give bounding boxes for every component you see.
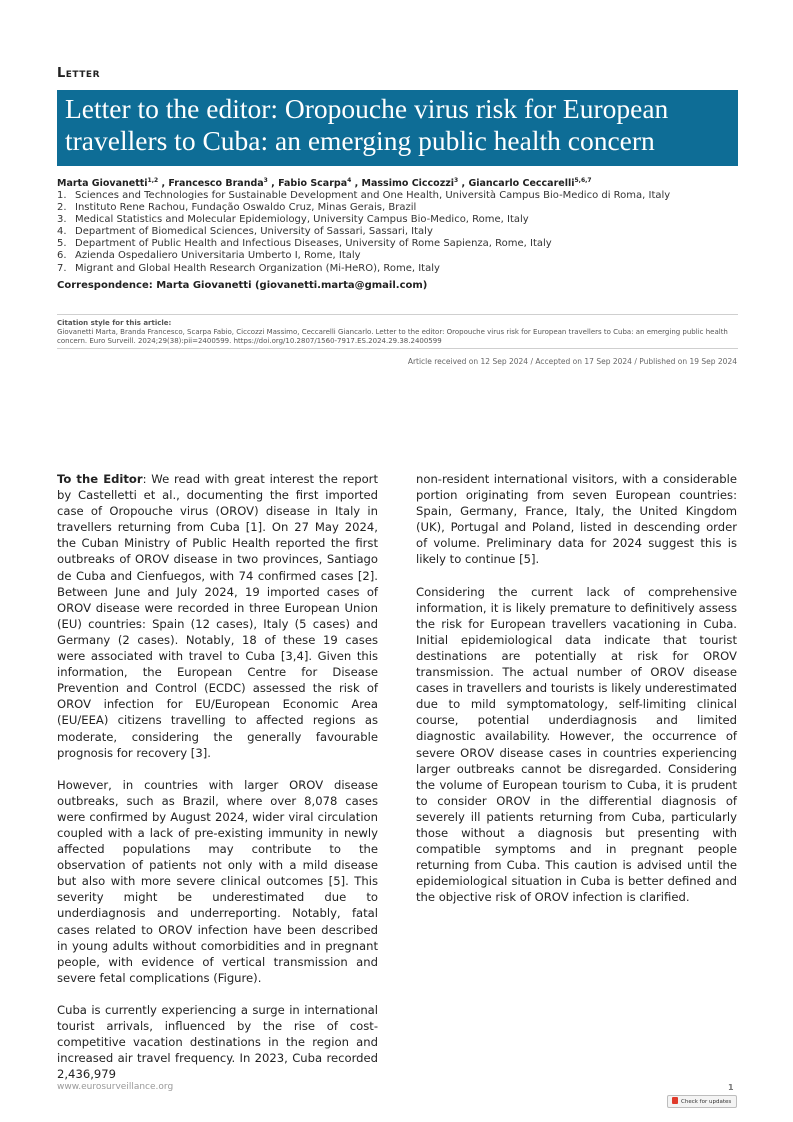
paragraph-text: Considering the current lack of comprehensive information, it is likely premature to definitively assess the risk for European travellers vacationing in Cuba. Initial epidemiological data indicate that tourist destinations are potentially at risk for OROV transmission. The actual number of OROV disease cases in travellers and tourists is likely underestimated due to mild symptomatology, self-limiting clinical course, potential underdiagnosis and limited diagnostic availability. However, the occurrence of severe OROV disease cases in countries experiencing larger outbreaks cannot be disregarded. Considering the volume of European tourism to Cuba, it is prudent to consider OROV in the differential diagnosis of severely ill patients returning from Cuba, particularly those without a diagnosis but presenting with compatible symptoms and in pregnant people returning from Cuba. This caution is advised until the epidemiological situation in Cuba is better defined and the objective risk of OROV infection is clarified. (416, 584, 737, 905)
citation-heading: Citation style for this article: (57, 319, 172, 327)
body-column-right (416, 471, 737, 921)
author-name: Massimo Ciccozzi (361, 178, 455, 190)
author-affiliation-mark: 1,2 (147, 177, 159, 184)
affiliation-number: 2. (57, 202, 67, 214)
affiliation-item (57, 202, 747, 214)
body-paragraph (57, 777, 378, 986)
body-paragraph (416, 471, 737, 568)
author-affiliation-mark: 5,6,7 (574, 177, 592, 184)
affiliation-number: 7. (57, 262, 67, 274)
affiliation-number: 3. (57, 214, 67, 226)
affiliation-item (57, 214, 747, 226)
author-list (57, 177, 747, 189)
affiliation-text: Medical Statistics and Molecular Epidemiology, University Campus Bio-Medico, Rome, Italy (75, 214, 529, 226)
body-paragraph (416, 584, 737, 906)
affiliation-text: Migrant and Global Health Research Organization (Mi-HeRO), Rome, Italy (75, 262, 440, 274)
affiliation-text: Instituto Rene Rachou, Fundação Oswaldo Cruz, Minas Gerais, Brazil (75, 202, 417, 214)
check-for-updates-label: Check for updates (681, 1099, 732, 1105)
affiliation-item (57, 190, 747, 202)
author-name: Marta Giovanetti (57, 178, 148, 190)
author-affiliation-mark: 3 (454, 177, 459, 184)
page-number: 1 (728, 1083, 734, 1092)
affiliation-number: 6. (57, 250, 67, 262)
correspondence: Correspondence: Marta Giovanetti (giovanetti.marta@gmail.com) (57, 280, 428, 291)
author-separator: , (458, 178, 469, 190)
affiliation-number: 5. (57, 238, 67, 250)
author-separator: , (267, 178, 279, 190)
affiliation-text: Department of Biomedical Sciences, University of Sassari, Sassari, Italy (75, 226, 433, 238)
author-affiliation-mark: 3 (263, 177, 268, 184)
body-paragraph (57, 1002, 378, 1082)
paragraph-text: : We read with great interest the report by Castelletti et al., documenting the first imported case of Oropouche virus (OROV) disease in Italy in travellers returning from Cuba [1]. On 27 May 2024, the Cuban Ministry of Public Health reported the first outbreaks of OROV disease in two provinces, Santiago de Cuba and Cienfuegos, with 74 confirmed cases [2]. Between June and July 2024, 19 imported cases of OROV disease were recorded in three European Union (EU) countries: Spain (12 cases), Italy (5 cases) and Germany (2 cases). Notably, 18 of these 19 cases were associated with travel to Cuba [3,4]. Given this information, the European Centre for Disease Prevention and Control (ECDC) assessed the risk of OROV infection for EU/European Economic Area (EU/EEA) citizens travelling to affected regions as moderate, considering the generally favourable prognosis for recovery [3]. (57, 472, 378, 760)
paragraph-text: However, in countries with larger OROV disease outbreaks, such as Brazil, where over 8,078 cases were confirmed by August 2024, wider viral circulation coupled with a lack of pre-existing immunity in newly affected populations may contribute to the observation of patients not only with a mild disease but also with more severe clinical outcomes [5]. This severity might be underestimated due to underdiagnosis and underreporting. Notably, fatal cases related to OROV infection have been described in young adults without comorbidities and in pregnant people, with evidence of vertical transmission and severe fetal complications (Figure). (57, 777, 378, 985)
affiliation-item (57, 263, 747, 275)
check-for-updates-button[interactable] (667, 1095, 737, 1108)
affiliation-number: 4. (57, 226, 67, 238)
affiliation-text: Department of Public Health and Infectious Diseases, University of Rome Sapienza, Rome, Italy (75, 238, 552, 250)
paragraph-lead: To the Editor (57, 472, 143, 486)
divider (57, 314, 738, 315)
bookmark-icon (672, 1097, 678, 1104)
affiliation-item (57, 250, 747, 262)
body-paragraph (57, 471, 378, 761)
affiliation-number: 1. (57, 190, 67, 201)
author-name: Francesco Branda (168, 178, 264, 190)
section-label: Letter (57, 66, 100, 81)
author-name: Fabio Scarpa (278, 178, 348, 190)
paragraph-text: non-resident international visitors, with a considerable portion originating from seven European countries: Spain, Germany, France, Italy, the United Kingdom (UK), Portugal and Poland, listed in descending order of volume. Preliminary data for 2024 suggest this is likely to continue [5]. (416, 472, 737, 567)
paragraph-text: Cuba is currently experiencing a surge in international tourist arrivals, influenced by the rise of cost-competitive vacation destinations in the region and increased air travel frequency. In 2023, Cuba recorded 2,436,979 (57, 1002, 378, 1082)
affiliation-text: Sciences and Technologies for Sustainable Development and One Health, Università Campus Bio-Medico di Roma, Italy (75, 190, 671, 201)
divider (57, 348, 738, 349)
affiliation-list (57, 190, 747, 275)
affiliation-item (57, 238, 747, 250)
author-separator: , (351, 178, 362, 190)
author-affiliation-mark: 4 (347, 177, 352, 184)
citation-text: Giovanetti Marta, Branda Francesco, Scarpa Fabio, Ciccozzi Massimo, Ceccarelli Giancarlo. Letter to the editor: Oropouche virus risk for European travellers to Cuba: an emerging public health concern. Euro Surveill. 2024;29(38):pii=2400599. https://doi.org/10.2807/1560-7917.ES.2024.29.38.2400599 (57, 328, 728, 346)
affiliation-item (57, 226, 747, 238)
affiliation-text: Azienda Ospedaliero Universitaria Umberto I, Rome, Italy (75, 250, 361, 262)
author-name: Giancarlo Ceccarelli (468, 178, 575, 190)
body-column-left (57, 471, 378, 1098)
author-separator: , (158, 178, 169, 190)
title-banner (57, 90, 738, 166)
article-title: Letter to the editor: Oropouche virus risk for European travellers to Cuba: an emerging public health concern (65, 93, 669, 156)
footer-url[interactable]: www.eurosurveillance.org (57, 1082, 174, 1092)
article-dates: Article received on 12 Sep 2024 / Accepted on 17 Sep 2024 / Published on 19 Sep 2024 (407, 357, 737, 366)
